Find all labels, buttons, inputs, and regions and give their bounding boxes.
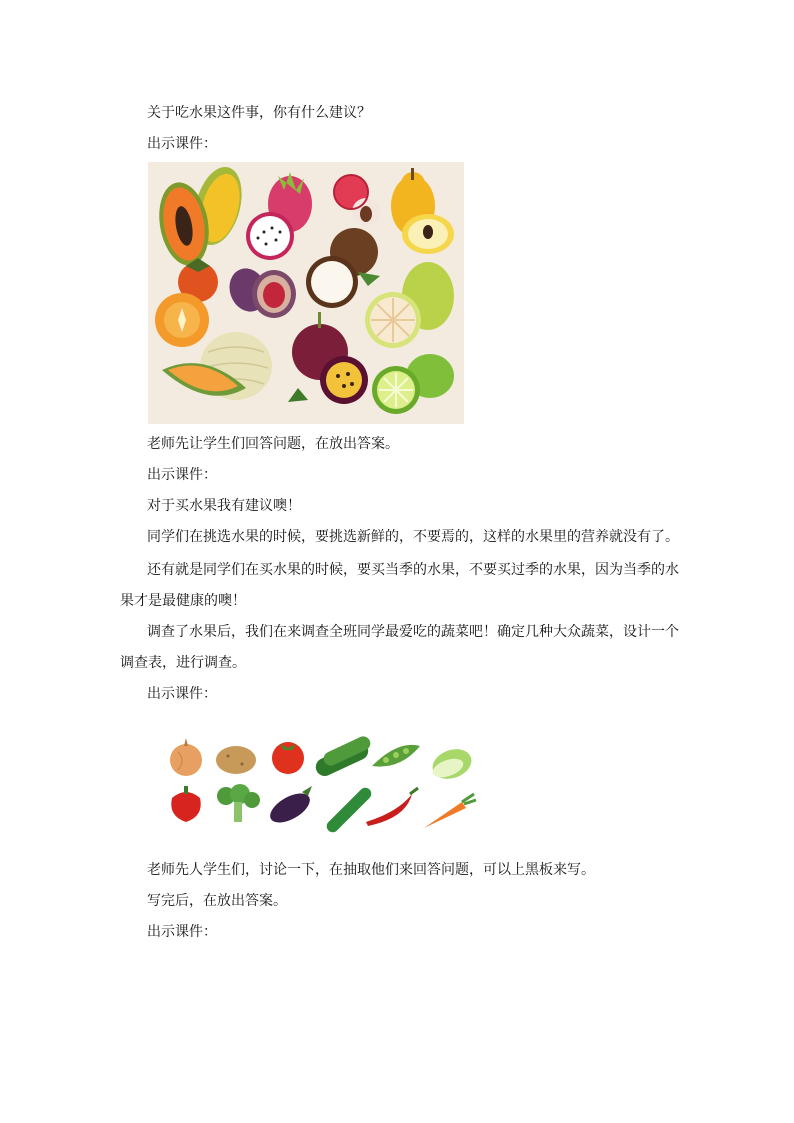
paragraph-show-slide-3: 出示课件： [147,686,217,702]
tomato-icon [272,742,304,774]
paragraph-teacher-instruction-1: 老师先让学生们回答问题，在放出答案。 [147,436,399,452]
paragraph-vegetable-survey: 调查了水果后，我们在来调查全班同学最爱吃的蔬菜吧！确定几种大众蔬菜，设计一个 [147,624,679,640]
paragraph-buying-advice-1: 同学们在挑选水果的时候，要挑选新鲜的，不要焉的，这样的水果里的营养就没有了。 [147,529,679,545]
paragraph-vegetable-survey-cont: 调查表，进行调查。 [120,655,246,671]
paragraph-buying-advice-2: 还有就是同学们在买水果的时候，要买当季的水果，不要买过季的水果，因为当季的水 [147,562,679,578]
paragraph-show-slide-2: 出示课件： [147,467,217,483]
vegetable-illustration [162,730,478,836]
paragraph-show-slide-1: 出示课件： [147,136,217,152]
fruit-illustration [148,162,464,424]
potato-icon [216,746,256,774]
paragraph-question: 关于吃水果这件事，你有什么建议？ [147,105,371,121]
paragraph-buying-advice-2-cont: 果才是最健康的噢！ [120,593,246,609]
paragraph-show-slide-4: 出示课件： [147,924,217,940]
paragraph-buying-advice-title: 对于买水果我有建议噢！ [147,498,301,514]
paragraph-after-writing: 写完后，在放出答案。 [147,893,287,909]
paragraph-teacher-instruction-2: 老师先人学生们，讨论一下，在抽取他们来回答问题，可以上黑板来写。 [147,862,595,878]
